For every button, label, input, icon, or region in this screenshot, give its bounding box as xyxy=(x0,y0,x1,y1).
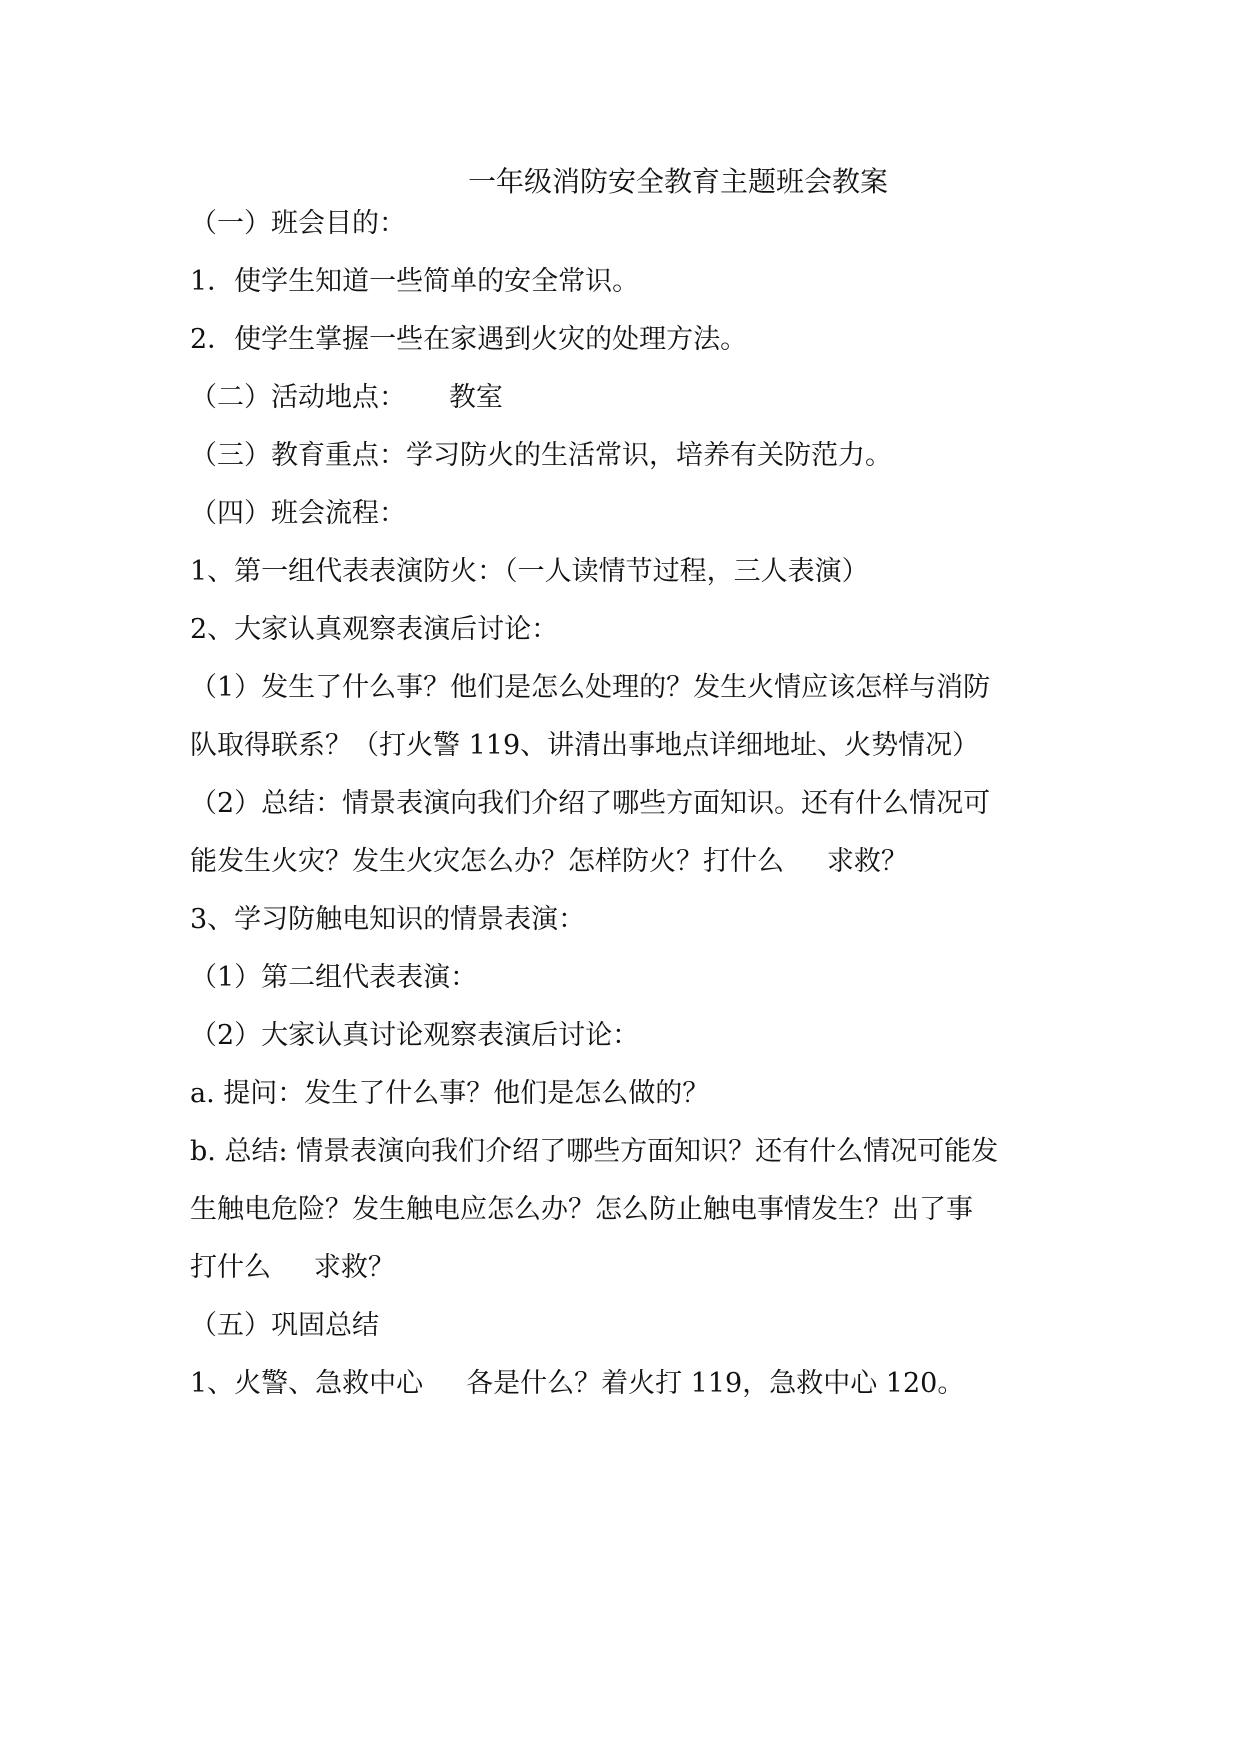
document-title: 一年级消防安全教育主题班会教案 xyxy=(468,165,889,198)
section-location: （二）活动地点： 教室 xyxy=(190,382,503,413)
section-focus: （三）教育重点：学习防火的生活常识，培养有关防范力。 xyxy=(190,440,892,471)
process-item-3-subitem-2: （2）大家认真讨论观察表演后讨论： xyxy=(190,1020,640,1051)
review-item-1: 1、火警、急救中心 各是什么？着火打 119，急救中心 120。 xyxy=(190,1368,965,1399)
process-subitem-1-line-1: （1）发生了什么事？他们是怎么处理的？发生火情应该怎样与消防 xyxy=(190,672,991,703)
process-subitem-2-line-1: （2）总结：情景表演向我们介绍了哪些方面知识。还有什么情况可 xyxy=(190,788,991,819)
process-item-3-subitem-1: （1）第二组代表表演： xyxy=(190,962,478,993)
process-subitem-1-line-2: 队取得联系？（打火警 119、讲清出事地点详细地址、火势情况） xyxy=(190,730,980,761)
process-subitem-2-line-2: 能发生火灾？发生火灾怎么办？怎样防火？打什么 求救？ xyxy=(190,846,908,877)
purpose-item-2: 2．使学生掌握一些在家遇到火灾的处理方法。 xyxy=(190,324,748,355)
summary-b-line-1: b. 总结: 情景表演向我们介绍了哪些方面知识？还有什么情况可能发 xyxy=(190,1136,999,1167)
purpose-item-1: 1．使学生知道一些简单的安全常识。 xyxy=(190,266,640,297)
process-item-2: 2、大家认真观察表演后讨论： xyxy=(190,614,559,645)
section-review-heading: （五）巩固总结 xyxy=(190,1310,379,1341)
process-item-3: 3、学习防触电知识的情景表演： xyxy=(190,904,586,935)
summary-b-line-2: 生触电危险？发生触电应怎么办？怎么防止触电事情发生？出了事 xyxy=(190,1194,973,1225)
section-purpose-heading: （一）班会目的： xyxy=(190,208,406,239)
section-process-heading: （四）班会流程： xyxy=(190,498,406,529)
summary-b-line-3: 打什么 求救？ xyxy=(190,1252,395,1283)
question-a: a. 提问：发生了什么事？他们是怎么做的？ xyxy=(190,1078,710,1109)
process-item-1: 1、第一组代表表演防火：（一人读情节过程，三人表演） xyxy=(190,556,869,587)
